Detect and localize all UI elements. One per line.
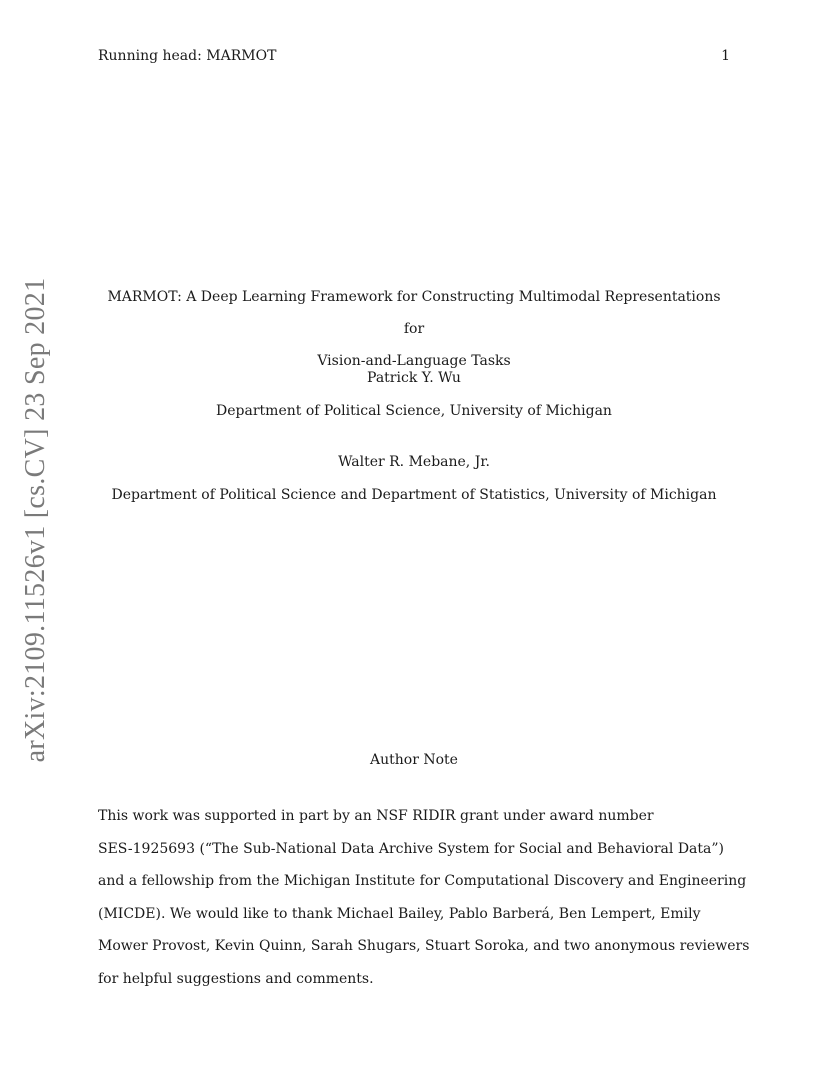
author-note-line: SES-1925693 (“The Sub-National Data Archive System for Social and Behavioral Data”) — [98, 840, 724, 857]
author-note-line: This work was supported in part by an NSF RIDIR grant under award number — [98, 808, 654, 824]
author-note-line: and a fellowship from the Michigan Institute for Computational Discovery and Engineering — [98, 873, 747, 890]
title-line-2: Vision-and-Language Tasks — [317, 353, 511, 369]
author-note-line: (MICDE). We would like to thank Michael Bailey, Pablo Barberá, Ben Lempert, Emily — [98, 905, 701, 922]
author-note-heading: Author Note — [370, 752, 458, 768]
arxiv-identifier-stamp: arXiv:2109.11526v1 [cs.CV] 23 Sep 2021 — [20, 277, 51, 763]
author-name-1: Patrick Y. Wu — [367, 370, 461, 386]
paper-title — [98, 281, 730, 377]
title-line-1: MARMOT: A Deep Learning Framework for Constructing Multimodal Representations for — [107, 289, 721, 337]
page-number: 1 — [721, 48, 730, 64]
author-affiliation-1: Department of Political Science, University of Michigan — [216, 403, 612, 419]
author-note-body — [98, 800, 750, 996]
author-name-2: Walter R. Mebane, Jr. — [338, 454, 490, 470]
running-head: Running head: MARMOT — [98, 48, 277, 64]
author-affiliation-2: Department of Political Science and Department of Statistics, University of Michigan — [111, 487, 717, 503]
author-note-line: for helpful suggestions and comments. — [98, 970, 374, 987]
author-note-line: Mower Provost, Kevin Quinn, Sarah Shugars, Stuart Soroka, and two anonymous reviewers — [98, 938, 750, 955]
